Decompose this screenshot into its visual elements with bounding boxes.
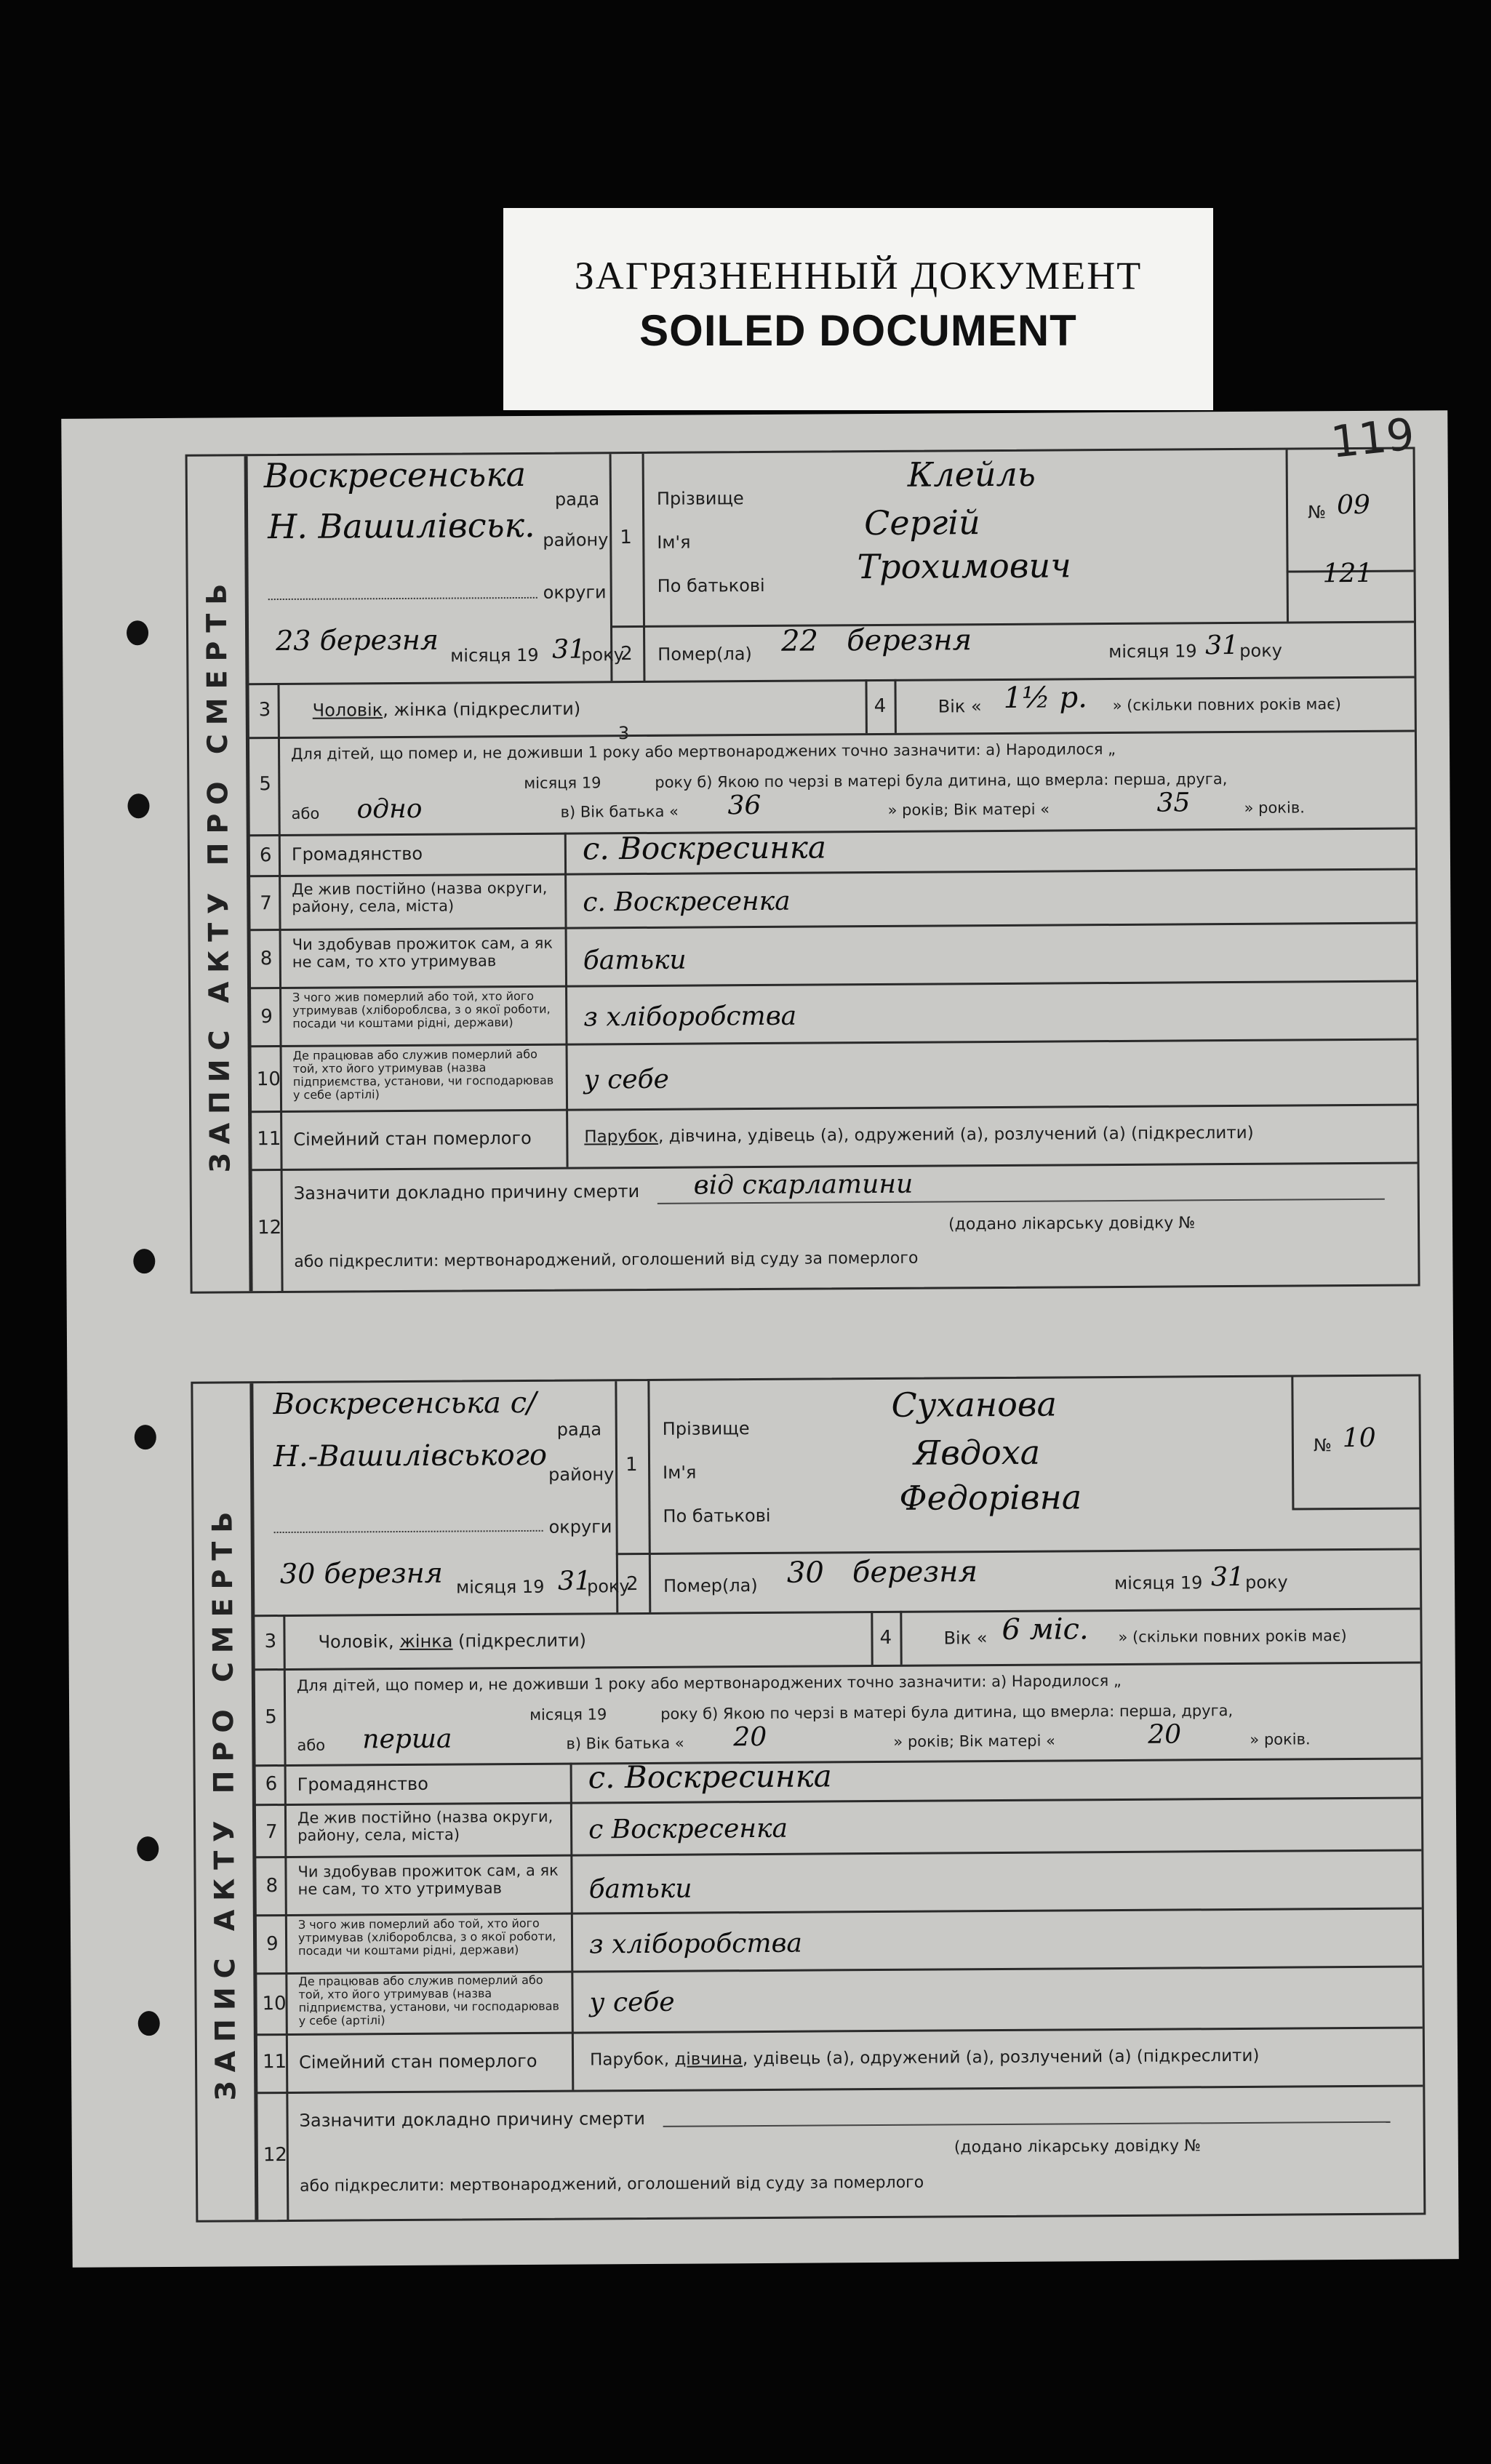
row-9-number: 9 (260, 1006, 273, 1028)
children-line-2b: року б) Якою по черзі в матері була дитина, що вмерла: перша, друга, (660, 1702, 1234, 1723)
vertical-title: ЗАПИС АКТУ ПРО СМЕРТЬ (193, 1383, 257, 2220)
age-value: 1½ р. (1003, 681, 1088, 715)
age-tail: » (скільки повних років має) (1112, 695, 1341, 715)
registration-year-label: року (581, 644, 624, 665)
residence-value: с. Воскресенка (583, 886, 791, 918)
death-day-value: 22 (781, 624, 819, 658)
children-line-3c: » років; Вік матері « (887, 800, 1050, 819)
record-number-label: № (1307, 502, 1327, 523)
death-month-value: березня (846, 623, 972, 658)
vertical-title: ЗАПИС АКТУ ПРО СМЕРТЬ (188, 456, 252, 1291)
age-value: 6 міс. (1002, 1612, 1089, 1647)
children-line-2a: місяця 19 (524, 774, 601, 792)
citizenship-value: с. Воскресинка (582, 829, 827, 867)
income-value: з хліборобства (583, 1001, 797, 1033)
patronymic-value: Федорівна (899, 1477, 1082, 1518)
mother-age-value: 20 (1148, 1719, 1182, 1750)
row-1-number: 1 (620, 527, 632, 549)
marital-label: Сімейний стан померлого (293, 1127, 532, 1150)
page-number: 119 (1328, 409, 1417, 468)
punch-hole (137, 1836, 159, 1861)
income-label: З чого жив померлий або той, хто його утримував (хлібороблсва, з о якої роботи, посади чи коштами рідні, держави) (292, 988, 551, 1031)
children-line-2a: місяця 19 (529, 1705, 607, 1724)
death-month-label: місяця 19 (1108, 641, 1197, 663)
child-order-value: перша (362, 1724, 452, 1755)
row-6-number: 6 (259, 844, 272, 867)
cause-value: від скарлатини (693, 1169, 914, 1201)
row-10-number: 10 (262, 1992, 287, 2015)
livelihood-label: Чи здобував прожиток сам, а як не сам, то хто утримував (292, 934, 553, 971)
row-11-number: 11 (257, 1128, 281, 1151)
mother-age-value: 35 (1156, 788, 1191, 818)
father-age-value: 20 (733, 1721, 767, 1753)
patronymic-label: По батькові (657, 575, 765, 596)
row-10-number: 10 (256, 1068, 281, 1091)
death-record-page (61, 410, 1458, 2268)
income-label: З чого жив померлий або той, хто його утримував (хлібороблсва, з о якої роботи, посади чи коштами рідні, держави) (297, 1916, 556, 1958)
punch-hole (127, 620, 148, 645)
row-6-number: 6 (265, 1773, 278, 1796)
children-line-3d: » років. (1250, 1730, 1311, 1748)
work-value: у себе (589, 1987, 675, 2018)
surname-label: Прізвище (662, 1418, 750, 1439)
children-line-3d: » років. (1244, 799, 1305, 817)
row-3-number: 3 (258, 699, 271, 721)
row-5-number: 5 (265, 1706, 277, 1729)
rayon-label: району (548, 1464, 615, 1485)
child-order-value: одно (356, 793, 423, 825)
row-12-number: 12 (263, 2143, 288, 2167)
death-day-value: 30 (786, 1556, 825, 1590)
marital-options: Парубок, дівчина, удівець (а), одружений (а), розлучений (а) (підкреслити) (589, 2046, 1260, 2070)
sex-label: Чоловік, жінка (підкреслити) (312, 698, 581, 721)
residence-value: с Воскресенка (588, 1813, 788, 1845)
death-record-form-1 (185, 447, 1420, 1293)
registration-year-value: 31 (552, 634, 586, 665)
children-line-1: Для дітей, що помер и, не доживши 1 року або мертвонароджених точно зазначити: а) Народилося „ (296, 1671, 1122, 1695)
age-label: Вік « (943, 1628, 988, 1649)
record-number-value: 10 (1342, 1423, 1376, 1454)
cause-label: Зазначити докладно причину смерти (299, 2108, 645, 2131)
row-8-number: 8 (265, 1875, 279, 1897)
children-line-3b: в) Вік батька « (566, 1734, 684, 1753)
work-label: Де працював або служив померлий або той, хто його утримував (назва підприємства, установи, чи господарював у себе (артілі) (292, 1047, 554, 1102)
work-label: Де працював або служив померлий або той, хто його утримував (назва підприємства, установи, чи господарював у себе (артілі) (298, 1972, 559, 2028)
children-line-2b: року б) Якою по черзі в матері була дитина, що вмерла: перша, друга, (655, 770, 1228, 791)
income-value: з хліборобства (588, 1928, 803, 1960)
rada-label: рада (554, 489, 600, 510)
age-tail: » (скільки повних років має) (1118, 1627, 1347, 1646)
sex-label: Чоловік, жінка (підкреслити) (318, 1630, 587, 1652)
name-value: Явдоха (913, 1432, 1041, 1473)
surname-label: Прізвище (656, 488, 744, 509)
death-month-label: місяця 19 (1114, 1572, 1203, 1594)
okrugy-label: округи (543, 582, 607, 603)
citizenship-value: с. Воскресинка (588, 1758, 832, 1796)
row-3-number: 3 (264, 1631, 277, 1653)
surname-value: Суханова (891, 1384, 1058, 1425)
okrugy-label: округи (548, 1516, 612, 1537)
registration-year-value: 31 (557, 1566, 591, 1596)
name-label: Ім'я (657, 532, 691, 553)
patronymic-label: По батькові (663, 1505, 771, 1527)
livelihood-value: батьки (583, 945, 687, 976)
soiled-document-banner (503, 208, 1213, 410)
punch-hole (133, 1249, 155, 1273)
cause-label: Зазначити докладно причину смерти (293, 1181, 640, 1204)
registration-month-label: місяця 19 (450, 644, 539, 666)
death-record-form-2 (191, 1374, 1426, 2222)
surname-value: Клейль (907, 454, 1036, 495)
row-9-number: 9 (265, 1933, 279, 1956)
row-12-number: 12 (257, 1217, 282, 1239)
certificate-label: (додано лікарську довідку № (948, 1214, 1196, 1234)
death-year-label: року (1244, 1572, 1288, 1593)
row-5-number: 5 (259, 773, 271, 796)
row-11-number: 11 (262, 2050, 287, 2073)
row-2-number: 2 (620, 643, 633, 665)
row-8-number: 8 (260, 948, 273, 970)
banner-russian-text: ЗАГРЯЗНЕННЫЙ ДОКУМЕНТ (574, 254, 1143, 297)
children-line-3c: » років; Вік матері « (893, 1732, 1055, 1751)
row-7-number: 7 (260, 892, 272, 915)
children-line-3a: або (291, 804, 320, 823)
rayon-value: Н.-Вашилівського (273, 1438, 548, 1474)
stillborn-label: або підкреслити: мертвонароджений, оголошений від суду за померлого (300, 2173, 924, 2196)
rayon-label: району (543, 529, 609, 551)
banner-english-text: SOILED DOCUMENT (639, 306, 1077, 355)
death-year-value: 31 (1205, 630, 1239, 661)
row-4-number: 4 (874, 695, 887, 718)
citizenship-label: Громадянство (291, 843, 423, 865)
father-age-value: 36 (727, 790, 762, 821)
record-number-extra: 121 (1322, 558, 1373, 589)
row-1-number: 1 (625, 1454, 638, 1476)
children-line-1: Для дітей, що помер и, не доживши 1 року або мертвонароджених точно зазначити: а) Народилося „ (291, 740, 1116, 763)
registration-year-label: року (586, 1576, 630, 1597)
marital-options: Парубок, дівчина, удівець (а), одружений (а), розлучений (а) (підкреслити) (584, 1123, 1254, 1147)
stillborn-label: або підкреслити: мертвонароджений, оголошений від суду за померлого (294, 1249, 919, 1271)
children-line-3a: або (297, 1736, 326, 1754)
rada-value: Воскресенська с/ (273, 1385, 537, 1422)
marital-label: Сімейний стан померлого (298, 2050, 537, 2073)
record-number-value: 09 (1336, 489, 1370, 521)
certificate-label: (додано лікарську довідку № (954, 2137, 1202, 2157)
work-value: у себе (583, 1064, 670, 1095)
rada-label: рада (556, 1419, 602, 1440)
died-label: Помер(ла) (657, 644, 752, 665)
name-value: Сергій (863, 503, 980, 543)
row-2-number: 2 (625, 1573, 639, 1596)
died-label: Помер(ла) (663, 1575, 758, 1596)
livelihood-label: Чи здобував прожиток сам, а як не сам, то хто утримував (297, 1861, 559, 1898)
punch-hole (135, 1425, 156, 1449)
registration-date-value: 23 березня (275, 623, 439, 657)
rayon-value: Н. Вашилівськ. (267, 505, 535, 547)
rada-value: Воскресенська (263, 454, 527, 496)
death-month-value: березня (852, 1555, 978, 1590)
punch-hole (138, 2011, 160, 2036)
residence-label: Де жив постійно (назва округи, району, села, міста) (292, 879, 548, 916)
registration-month-label: місяця 19 (455, 1576, 545, 1598)
death-year-label: року (1239, 640, 1282, 661)
age-label: Вік « (938, 696, 982, 717)
children-line-3b: в) Вік батька « (560, 802, 679, 821)
death-year-value: 31 (1210, 1561, 1244, 1593)
record-number-label: № (1313, 1435, 1332, 1456)
residence-label: Де жив постійно (назва округи, району, села, міста) (297, 1807, 553, 1844)
row-4-number: 4 (879, 1626, 892, 1649)
patronymic-value: Трохимович (857, 545, 1071, 587)
citizenship-label: Громадянство (297, 1773, 428, 1795)
row-3-label-number: 3 (617, 723, 630, 744)
registration-date-value: 30 березня (279, 1556, 443, 1591)
row-7-number: 7 (265, 1821, 278, 1844)
punch-hole (127, 793, 149, 818)
livelihood-value: батьки (588, 1873, 692, 1905)
name-label: Ім'я (663, 1462, 697, 1483)
